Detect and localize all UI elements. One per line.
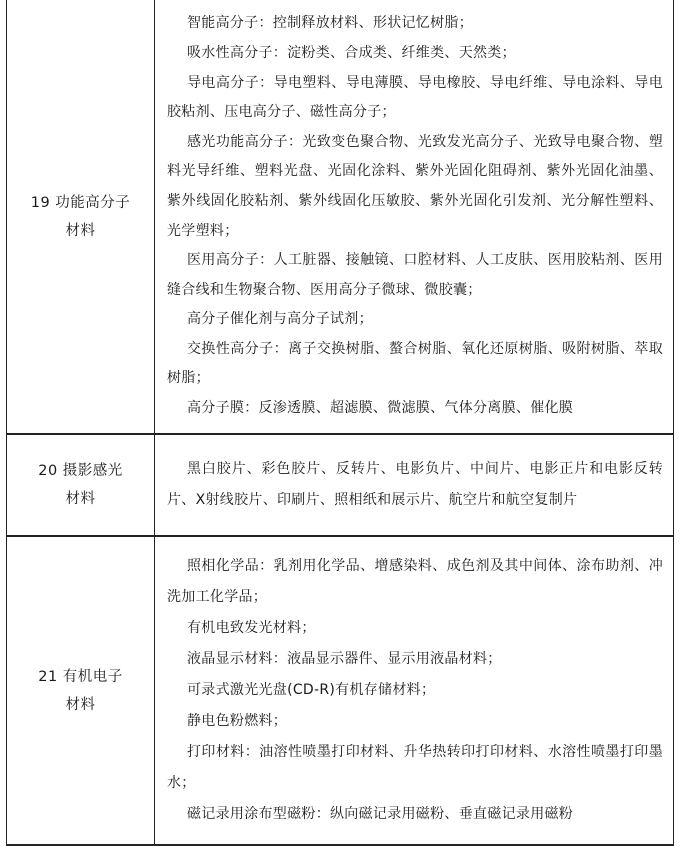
category-cell xyxy=(7,0,155,434)
list-item: 有机电致发光材料； xyxy=(187,620,316,636)
category-label: 20 摄影感光 xyxy=(38,463,123,479)
list-item: 高分子催化剂与高分子试剂； xyxy=(187,311,373,328)
materials-table xyxy=(6,0,674,846)
list-item: 智能高分子：控制释放材料、形状记忆树脂； xyxy=(187,15,473,32)
list-item: 黑白胶片、彩色胶片、反转片、电影负片、中间片、电影正片和电影反转片、X射线胶片、印刷片、照相纸和展示片、航空片和航空复制片 xyxy=(167,461,663,508)
category-label: 19 功能高分子 xyxy=(30,194,131,211)
list-item: 打印材料：油溶性喷墨打印材料、升华热转印打印材料、水溶性喷墨打印墨水； xyxy=(167,744,663,791)
category-label: 材料 xyxy=(65,222,96,239)
table-row xyxy=(7,434,674,536)
list-item: 感光功能高分子：光致变色聚合物、光致发光高分子、光致导电聚合物、塑料光导纤维、塑料光盘、光固化涂料、紫外光固化阻碍剂、紫外光固化油墨、紫外线固化胶粘剂、紫外线固化压敏胶、紫外光固化引发剂、光分解性塑料、光学塑料； xyxy=(167,133,663,239)
list-item: 静电色粉燃料； xyxy=(187,713,288,729)
category-label: 材料 xyxy=(65,491,96,507)
category-label: 材料 xyxy=(65,696,96,713)
list-item: 液晶显示材料：液晶显示器件、显示用液晶材料； xyxy=(187,651,502,667)
list-item: 照相化学品：乳剂用化学品、增感染料、成色剂及其中间体、涂布助剂、冲洗加工化学品； xyxy=(167,558,663,605)
content-cell xyxy=(155,0,674,434)
list-item: 导电高分子：导电塑料、导电薄膜、导电橡胶、导电纤维、导电涂料、导电胶粘剂、压电高分子、磁性高分子； xyxy=(167,74,663,121)
list-item: 高分子膜：反渗透膜、超滤膜、微滤膜、气体分离膜、催化膜 xyxy=(187,400,574,417)
content-cell xyxy=(155,434,674,536)
category-cell xyxy=(7,434,155,536)
category-cell xyxy=(7,536,155,845)
list-item: 可录式激光光盘(CD-R)有机存储材料； xyxy=(187,682,436,698)
list-item: 磁记录用涂布型磁粉：纵向磁记录用磁粉、垂直磁记录用磁粉 xyxy=(187,806,574,822)
list-item: 交换性高分子：离子交换树脂、螯合树脂、氧化还原树脂、吸附树脂、萃取树脂； xyxy=(167,340,663,387)
content-cell xyxy=(155,536,674,845)
list-item: 医用高分子：人工脏器、接触镜、口腔材料、人工皮肤、医用胶粘剂、医用缝合线和生物聚合物、医用高分子微球、微胶囊； xyxy=(167,252,663,298)
list-item: 吸水性高分子：淀粉类、合成类、纤维类、天然类； xyxy=(187,44,516,61)
table-row xyxy=(7,536,674,845)
table-row xyxy=(7,0,674,434)
category-label: 21 有机电子 xyxy=(38,668,123,685)
